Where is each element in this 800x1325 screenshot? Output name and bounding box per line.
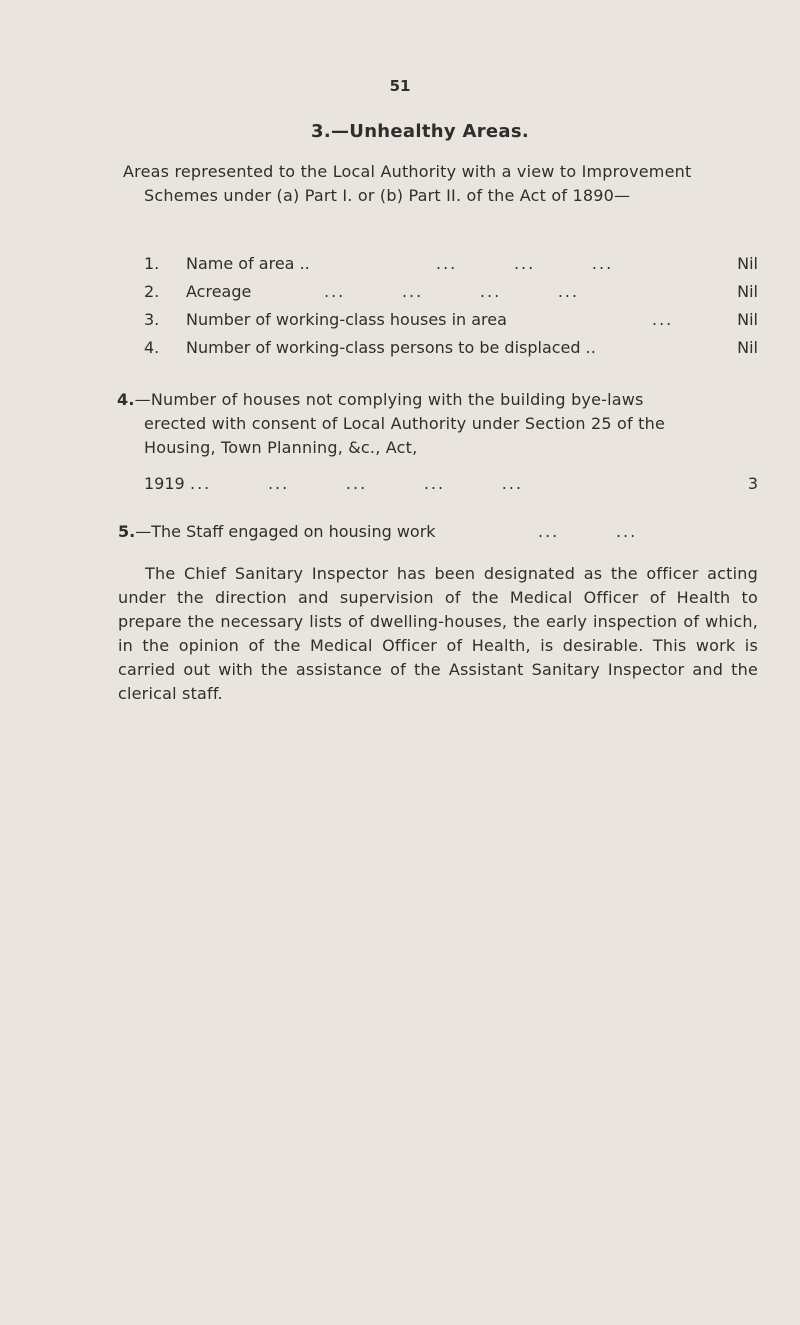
section-text: —The Staff engaged on housing work bbox=[135, 522, 436, 541]
item-label: Number of working-class persons to be displaced .. bbox=[186, 338, 596, 357]
list-item bbox=[144, 308, 758, 332]
areas-intro-paragraph: Areas represented to the Local Authority with a view to Improvement Schemes under (a) Part I. or (b) Part II. of the Act of 1890— bbox=[123, 162, 692, 205]
item-number: 2. bbox=[144, 282, 160, 301]
item-label: Number of working-class houses in area bbox=[186, 310, 507, 329]
page-number: 51 bbox=[389, 77, 411, 95]
leader-dots: ... ... ... ... bbox=[324, 282, 580, 301]
section-heading: 3.—Unhealthy Areas. bbox=[311, 121, 529, 142]
section-number: 4. bbox=[117, 390, 135, 409]
item-value: Nil bbox=[737, 282, 758, 301]
list-item bbox=[144, 280, 758, 304]
section-number: 5. bbox=[118, 522, 136, 541]
leader-dots: ... bbox=[652, 310, 674, 329]
closing-paragraph: The Chief Sanitary Inspector has been designated as the officer acting under the direction and supervision of the Medical Officer of Health to prepare the necessary lists of dwelling-houses, the early inspection of which, in the opinion of the Medical Officer of Health, is desirable. This work is carried out with the assistance of the Assistant Sanitary Inspector and the clerical staff. bbox=[118, 564, 758, 703]
item-number: 1. bbox=[144, 254, 160, 273]
leader-dots: ... ... bbox=[538, 522, 638, 541]
item-label: Acreage bbox=[186, 282, 252, 301]
section-4-total-row bbox=[144, 472, 758, 496]
section-4-paragraph bbox=[117, 388, 684, 460]
item-value: Nil bbox=[737, 310, 758, 329]
item-number: 4. bbox=[144, 338, 160, 357]
item-value: Nil bbox=[737, 338, 758, 357]
section-5-line bbox=[118, 520, 718, 544]
list-item bbox=[144, 336, 758, 360]
act-year: 1919 bbox=[144, 474, 185, 493]
list-item bbox=[144, 252, 758, 276]
section-4-value: 3 bbox=[747, 474, 758, 493]
section-text: —Number of houses not complying with the building bye-laws erected with consent of Local Authority under Section 25 of the Housing, Town Planning, &c., Act, bbox=[134, 390, 665, 457]
leader-dots: ... ... ... ... ... bbox=[190, 474, 524, 493]
item-value: Nil bbox=[737, 254, 758, 273]
item-number: 3. bbox=[144, 310, 160, 329]
leader-dots: ... ... ... bbox=[436, 254, 614, 273]
item-label: Name of area .. bbox=[186, 254, 310, 273]
